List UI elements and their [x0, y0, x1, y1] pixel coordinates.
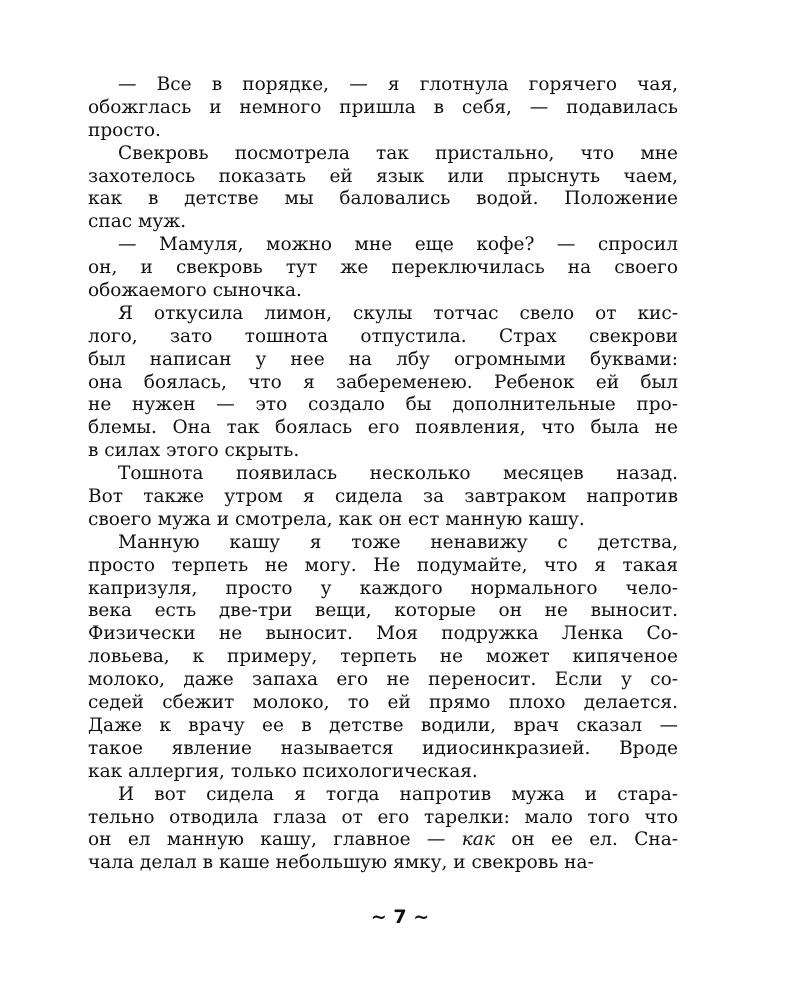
paragraph	[88, 303, 678, 463]
text-line: капризуля, просто у каждого нормального чело-	[88, 577, 678, 599]
text-line: обожаемого сыночка.	[88, 280, 302, 302]
text-line: седей сбежит молоко, то ей прямо плохо делается.	[88, 692, 678, 714]
text-line: она боялась, что я забеременею. Ребенок ей был	[88, 371, 678, 393]
text-line: Физически не выносит. Моя подружка Ленка Со-	[88, 623, 678, 645]
page-number: ~ 7 ~	[370, 906, 430, 928]
text-line: просто.	[88, 119, 161, 141]
text-line: молоко, даже запаха его не переносит. Если у со-	[88, 669, 678, 691]
text-line: — Все в порядке, — я глотнула горячего чая,	[118, 74, 678, 95]
text-line: обожглась и немного пришла в себя, — подавилась	[88, 96, 678, 118]
text-line: не нужен — это создало бы дополнительные про-	[88, 394, 678, 416]
text-line: был написан у нее на лбу огромными буквами:	[88, 348, 678, 370]
text-line: ловьева, к примеру, терпеть не может кипяченое	[88, 646, 678, 668]
body-text	[88, 74, 678, 875]
text-line: спас муж.	[88, 211, 187, 233]
text-line: Я откусила лимон, скулы тотчас свело от кис-	[118, 302, 678, 324]
paragraph	[88, 532, 678, 784]
text-run: он ее ел. Сна-	[494, 829, 679, 851]
text-line: просто терпеть не могу. Не подумайте, что я такая	[88, 554, 678, 576]
text-line: чала делал в каше небольшую ямку, и свекровь на-	[88, 852, 594, 874]
text-line: он, и свекровь тут же переключилась на своего	[88, 257, 678, 279]
text-line: такое явление называется идиосинкразией. Вроде	[88, 737, 678, 759]
paragraph	[88, 74, 678, 143]
text-line	[88, 829, 678, 852]
paragraph	[88, 143, 678, 235]
text-line: как аллергия, только психологическая.	[88, 760, 478, 782]
text-line: Вот также утром я сидела за завтраком напротив	[88, 486, 678, 508]
text-line: как в детстве мы баловались водой. Положение	[88, 188, 678, 210]
text-line: И вот сидела я тогда напротив мужа и стара-	[118, 783, 678, 805]
text-line: блемы. Она так боялась его появления, что была не	[88, 417, 678, 439]
text-line: тельно отводила глаза от его тарелки: мало того что	[88, 806, 678, 828]
text-line: лого, зато тошнота отпустила. Страх свекрови	[88, 325, 678, 347]
italic-emphasis: как	[461, 829, 495, 851]
text-line: Даже к врачу ее в детстве водили, врач сказал —	[88, 714, 678, 736]
text-line: — Мамуля, можно мне еще кофе? — спросил	[118, 234, 678, 256]
text-line: в силах этого скрыть.	[88, 440, 300, 462]
paragraph	[88, 234, 678, 303]
text-run: он ел манную кашу, главное —	[88, 829, 462, 851]
text-line: захотелось показать ей язык или прыснуть чаем,	[88, 165, 678, 187]
text-line: своего мужа и смотрела, как он ест манную кашу.	[88, 508, 585, 530]
text-line: Свекровь посмотрела так пристально, что мне	[118, 142, 678, 164]
text-line: века есть две-три вещи, которые он не выносит.	[88, 600, 678, 622]
paragraph	[88, 784, 678, 876]
text-line: Манную кашу я тоже ненавижу с детства,	[118, 531, 678, 553]
paragraph	[88, 463, 678, 532]
text-line: Тошнота появилась несколько месяцев назад.	[118, 463, 678, 485]
